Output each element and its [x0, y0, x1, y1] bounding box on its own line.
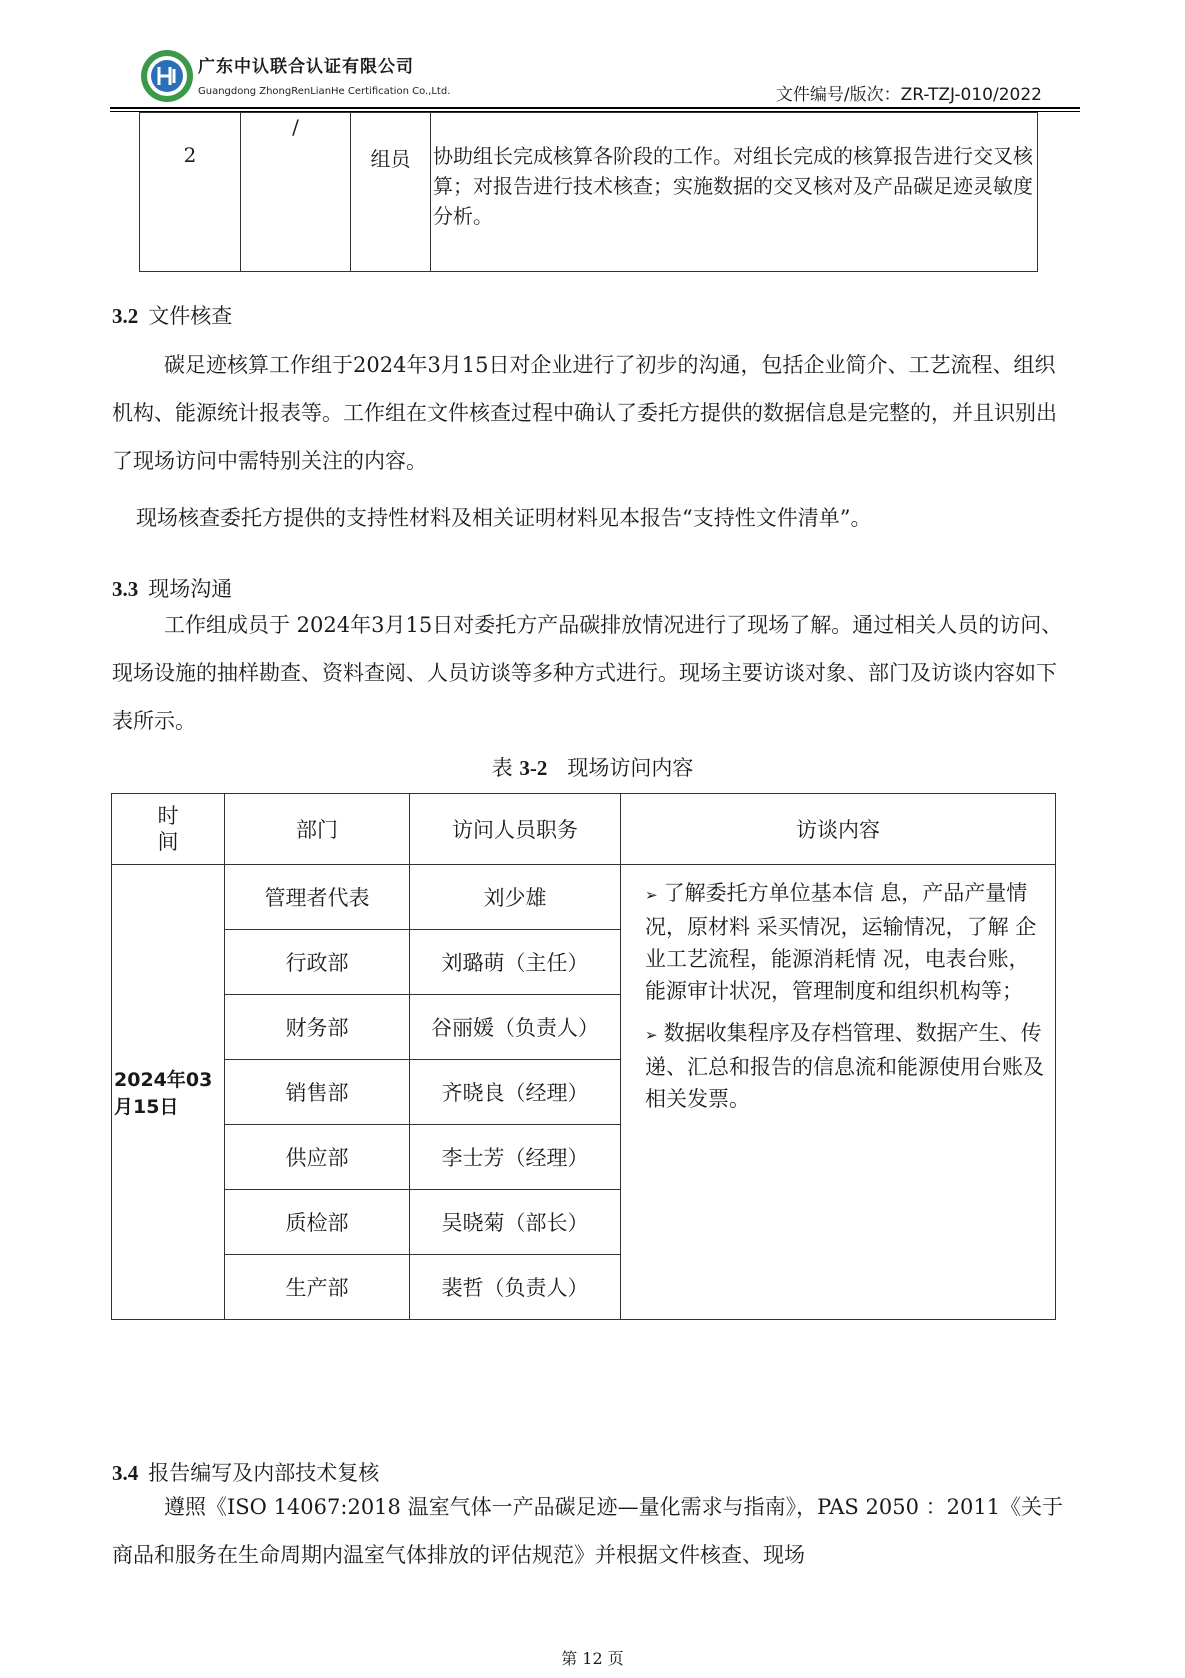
section-number: 3.3 [112, 577, 139, 601]
section-3-3-paragraph: 工作组成员于 2024年3月15日对委托方产品碳排放情况进行了现场了解。通过相关人员的访问、现场设施的抽样勘查、资料查阅、人员访谈等多种方式进行。现场主要访谈对象、部门及访谈内容如下表所示。 [112, 613, 1063, 733]
department-cell: 质检部 [225, 1190, 410, 1255]
person-cell: 谷丽媛（负责人） [410, 995, 621, 1060]
section-title: 报告编写及内部技术复核 [148, 1461, 380, 1485]
content-text: 了解委托方单位基本信 息，产品产量情况，原材料 采买情况，运输情况，了解 企业工艺流程，能源消耗情 况，电表台账，能源审计状况，管理制度和组织机构等； [645, 881, 1037, 1003]
triangle-bullet-icon: ➢ [645, 1026, 658, 1044]
member-role: 组员 [351, 113, 431, 272]
document-code: 文件编号/版次：ZR-TZJ-010/2022 [775, 85, 1042, 105]
page-number: 第 12 页 [561, 1649, 624, 1668]
content-item [645, 877, 1047, 1007]
section-3-3-heading [112, 573, 232, 603]
person-cell: 李士芳（经理） [410, 1125, 621, 1190]
department-cell: 生产部 [225, 1255, 410, 1320]
header-rule [110, 107, 1080, 109]
company-logo-icon [140, 49, 194, 103]
team-table [139, 112, 1038, 272]
header-person: 访问人员职务 [410, 794, 621, 865]
header-department: 部门 [225, 794, 410, 865]
content-text: 数据收集程序及存档管理、数据产生、传递、汇总和报告的信息流和能源使用台账及相关发票。 [645, 1021, 1044, 1111]
department-cell: 行政部 [225, 930, 410, 995]
visit-table [111, 793, 1056, 1320]
header-time: 时 间 [112, 794, 225, 865]
table-row [112, 865, 1056, 930]
department-cell: 财务部 [225, 995, 410, 1060]
member-name: / [241, 113, 351, 272]
person-cell: 裴哲（负责人） [410, 1255, 621, 1320]
page-header [110, 44, 1080, 112]
caption-number: 3-2 [519, 756, 548, 780]
triangle-bullet-icon: ➢ [645, 886, 658, 904]
section-3-2-paragraph-2: 现场核查委托方提供的支持性材料及相关证明材料见本报告“支持性文件清单”。 [136, 506, 872, 530]
person-cell: 吴晓菊（部长） [410, 1190, 621, 1255]
person-cell: 刘少雄 [410, 865, 621, 930]
header-content: 访谈内容 [621, 794, 1056, 865]
member-duty: 协助组长完成核算各阶段的工作。对组长完成的核算报告进行交叉核算；对报告进行技术核查；实施数据的交叉核对及产品碳足迹灵敏度分析。 [431, 113, 1038, 272]
section-title: 现场沟通 [148, 577, 233, 601]
section-3-2-heading [112, 300, 232, 330]
caption-title: 现场访问内容 [567, 756, 694, 780]
caption-prefix: 表 [491, 756, 513, 780]
company-name-en: Guangdong ZhongRenLianHe Certification Co.,Ltd. [198, 86, 451, 97]
section-number: 3.2 [112, 304, 139, 328]
content-item [645, 1017, 1047, 1115]
person-cell: 刘璐萌（主任） [410, 930, 621, 995]
table-row [140, 113, 1038, 272]
section-title: 文件核查 [148, 304, 233, 328]
department-cell: 销售部 [225, 1060, 410, 1125]
visit-date: 2024年03月15日 [112, 865, 225, 1320]
section-number: 3.4 [112, 1461, 139, 1485]
department-cell: 管理者代表 [225, 865, 410, 930]
department-cell: 供应部 [225, 1125, 410, 1190]
person-cell: 齐晓良（经理） [410, 1060, 621, 1125]
table-caption [0, 752, 1185, 782]
section-3-4-paragraph: 遵照《ISO 14067:2018 温室气体一产品碳足迹—量化需求与指南》，PAS 2050 ：2011《关于商品和服务在生命周期内温室气体排放的评估规范》并根据文件核查、现场 [112, 1495, 1064, 1567]
table-header-row [112, 794, 1056, 865]
section-3-2-paragraph-1: 碳足迹核算工作组于2024年3月15日对企业进行了初步的沟通，包括企业简介、工艺流程、组织机构、能源统计报表等。工作组在文件核查过程中确认了委托方提供的数据信息是完整的，并且识别出了现场访问中需特别关注的内容。 [112, 353, 1057, 473]
company-name-cn: 广东中认联合认证有限公司 [198, 57, 414, 77]
member-number: 2 [140, 113, 241, 272]
interview-content [621, 865, 1056, 1320]
